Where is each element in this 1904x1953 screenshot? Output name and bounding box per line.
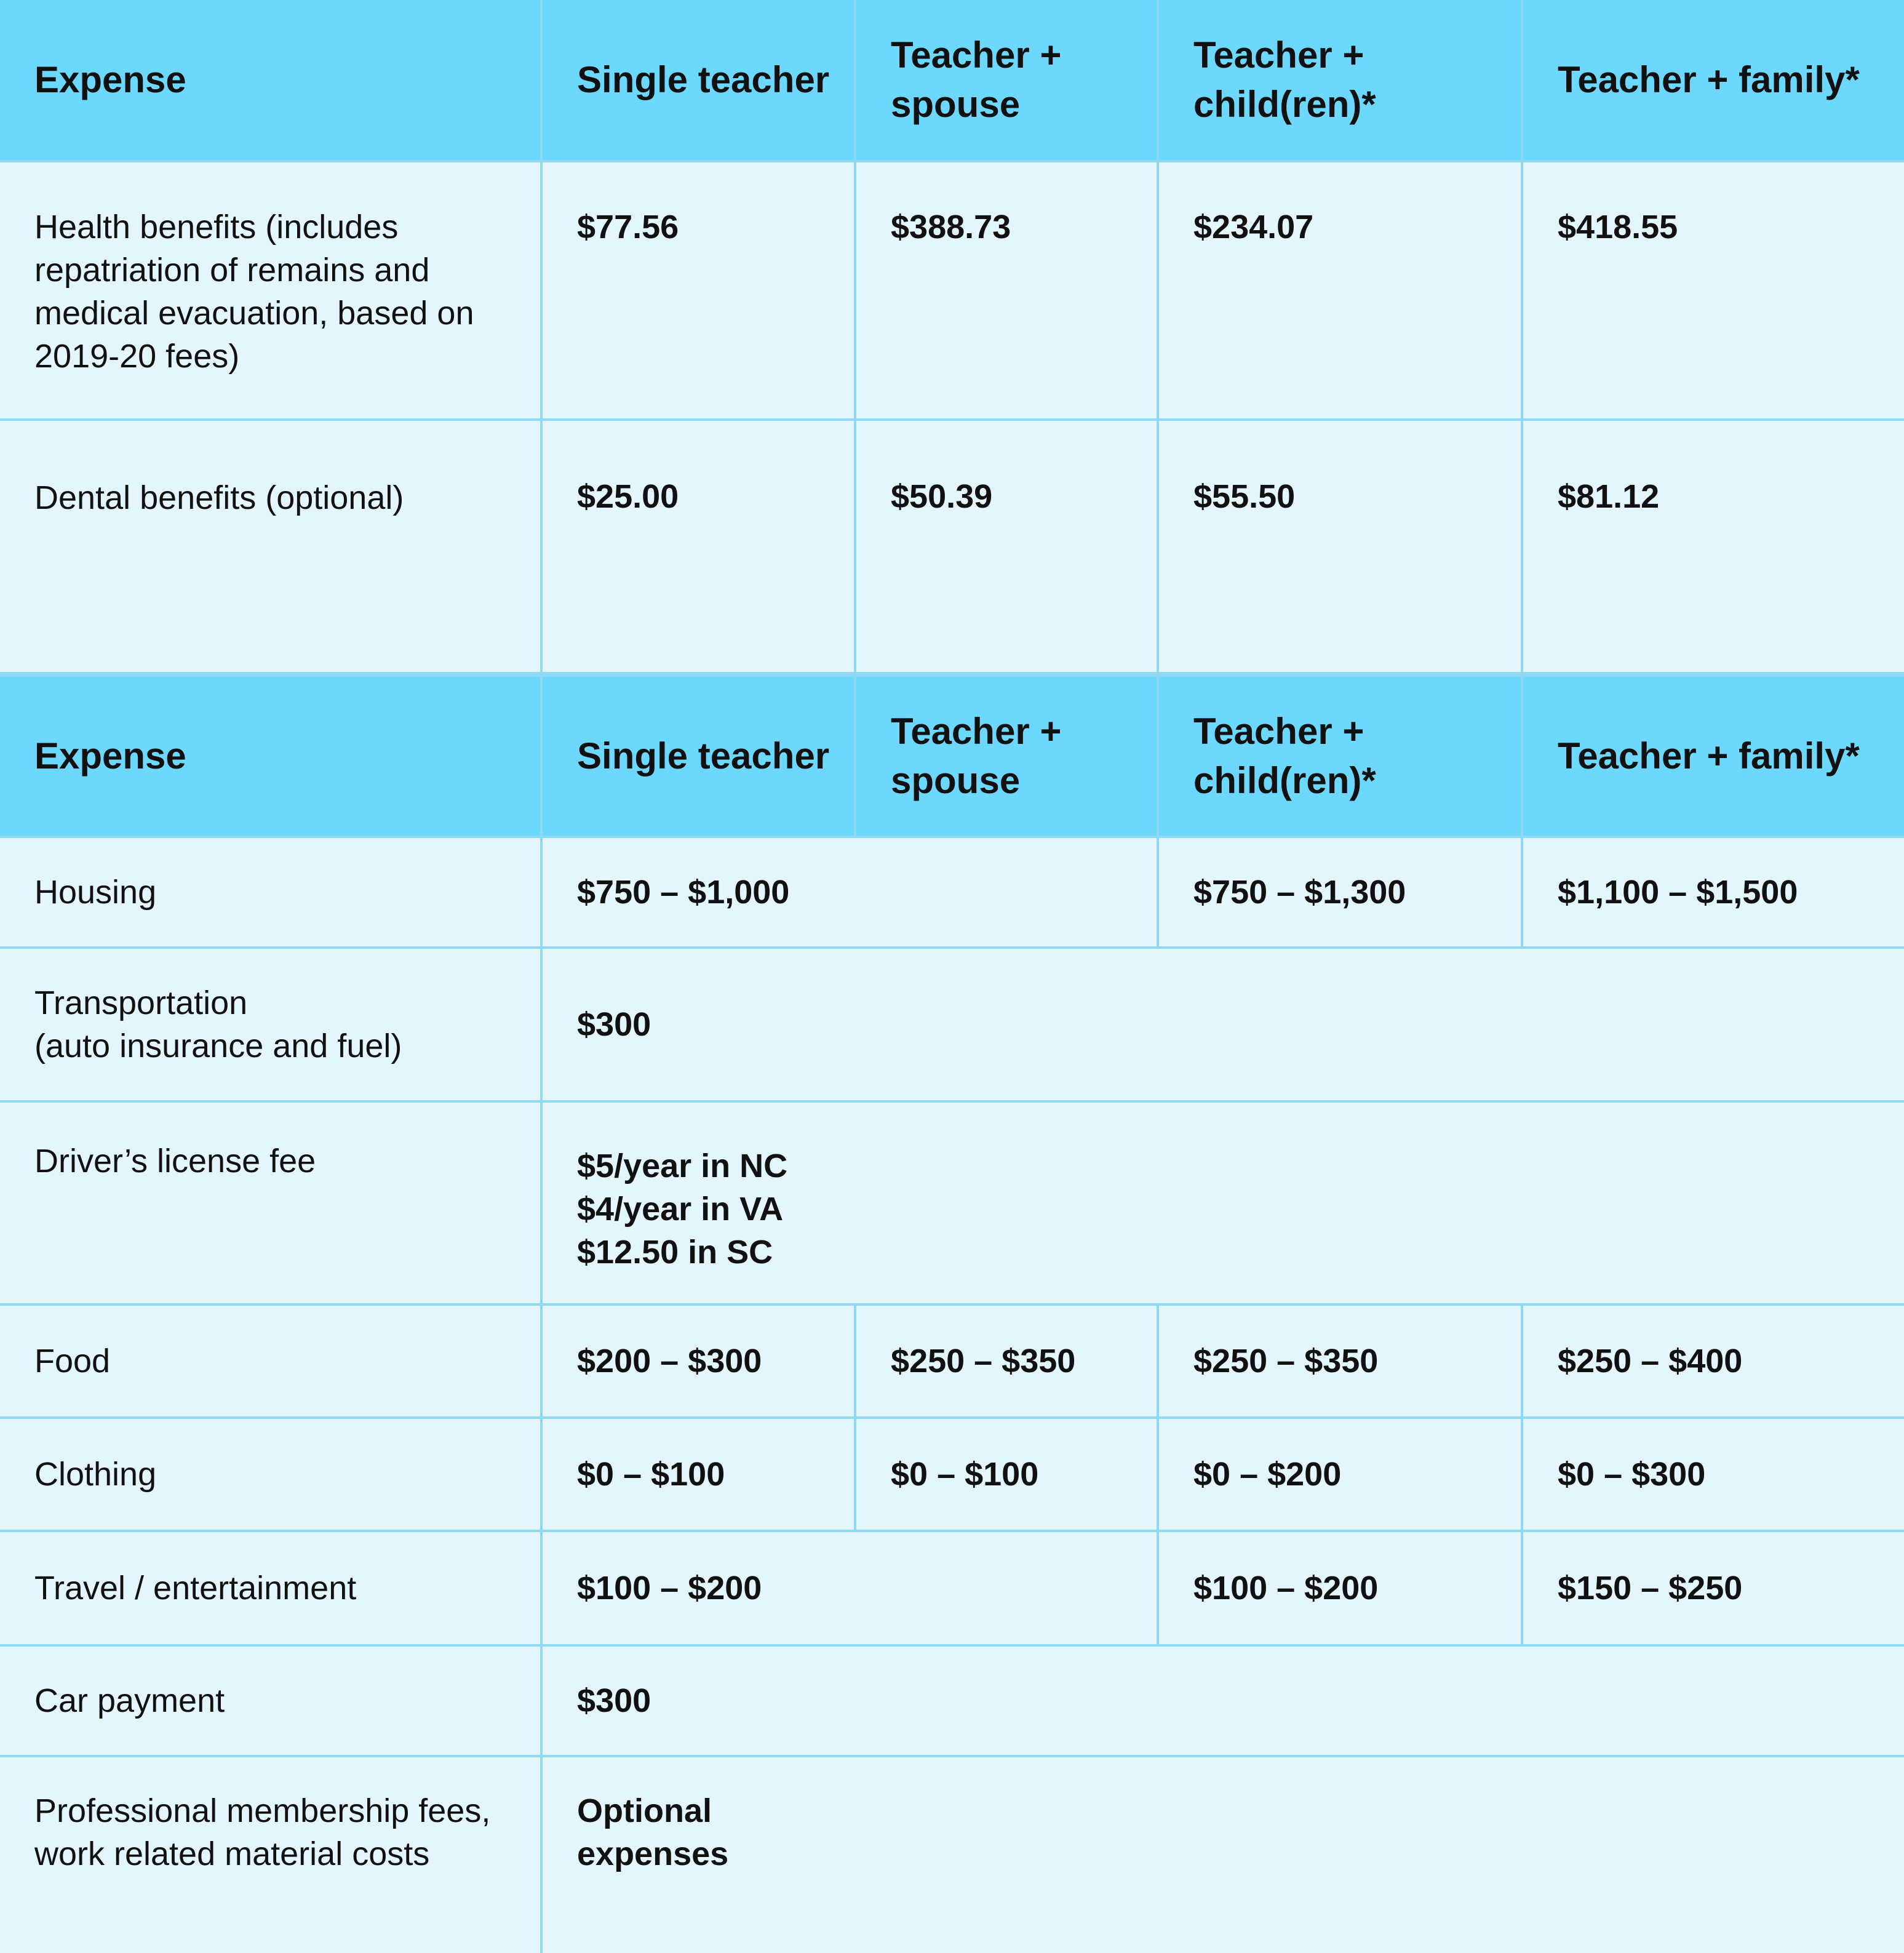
row-label-car-payment: Car payment [0,1645,541,1756]
license-fee-va: $4/year in VA [577,1191,784,1228]
housing-family-value: $1,100 – $1,500 [1522,837,1904,948]
table-row-transportation [0,948,1904,1101]
food-children-value: $250 – $350 [1158,1304,1522,1418]
health-single-value: $77.56 [541,161,855,420]
table-row-clothing [0,1418,1904,1531]
header-single-teacher: Single teacher [541,0,855,161]
health-spouse-value: $388.73 [855,161,1158,420]
row-label-clothing: Clothing [0,1418,541,1531]
professional-fees-value [541,1756,1904,1953]
header-teacher-spouse: Teacher + spouse [855,676,1158,837]
clothing-family-value: $0 – $300 [1522,1418,1904,1531]
travel-family-value: $150 – $250 [1522,1531,1904,1645]
drivers-license-value [541,1101,1904,1304]
transportation-label-line: (auto insurance and fuel) [34,1028,402,1064]
table-row-food [0,1304,1904,1418]
dental-spouse-value: $50.39 [855,420,1158,673]
row-label-drivers-license: Driver’s license fee [0,1101,541,1304]
header-teacher-spouse: Teacher + spouse [855,0,1158,161]
health-family-value: $418.55 [1522,161,1904,420]
food-single-value: $200 – $300 [541,1304,855,1418]
row-label-health-benefits: Health benefits (includes repatriation of remains and medical evacuation, based on 2019-20 fees) [0,161,541,420]
row-label-housing: Housing [0,837,541,948]
header-expense: Expense [0,676,541,837]
clothing-spouse-value: $0 – $100 [855,1418,1158,1531]
header-teacher-family: Teacher + family* [1522,0,1904,161]
header-teacher-children: Teacher + child(ren)* [1158,676,1522,837]
license-fee-sc: $12.50 in SC [577,1234,773,1271]
food-spouse-value: $250 – $350 [855,1304,1158,1418]
row-label-transportation [0,948,541,1101]
benefits-header-row [0,0,1904,161]
clothing-children-value: $0 – $200 [1158,1418,1522,1531]
housing-children-value: $750 – $1,300 [1158,837,1522,948]
benefits-table [0,0,1904,674]
living-expenses-table [0,674,1904,1953]
health-children-value: $234.07 [1158,161,1522,420]
expenses-header-row [0,676,1904,837]
table-row-travel-entertainment [0,1531,1904,1645]
table-row-professional-fees [0,1756,1904,1953]
travel-children-value: $100 – $200 [1158,1531,1522,1645]
dental-single-value: $25.00 [541,420,855,673]
table-row-housing [0,837,1904,948]
row-label-food: Food [0,1304,541,1418]
dental-children-value: $55.50 [1158,420,1522,673]
transportation-value: $300 [541,948,1904,1101]
license-fee-nc: $5/year in NC [577,1148,788,1184]
row-label-travel-entertainment: Travel / entertainment [0,1531,541,1645]
table-row-drivers-license [0,1101,1904,1304]
header-expense: Expense [0,0,541,161]
food-family-value: $250 – $400 [1522,1304,1904,1418]
row-label-dental-benefits: Dental benefits (optional) [0,420,541,673]
table-row-dental-benefits [0,420,1904,673]
table-row-car-payment [0,1645,1904,1756]
row-label-professional-fees: Professional membership fees, work related material costs [0,1756,541,1953]
professional-fees-text: Optional expenses [577,1792,729,1872]
header-teacher-family: Teacher + family* [1522,676,1904,837]
clothing-single-value: $0 – $100 [541,1418,855,1531]
car-payment-value: $300 [541,1645,1904,1756]
table-row-health-benefits [0,161,1904,420]
travel-single-spouse-value: $100 – $200 [541,1531,1158,1645]
transportation-label-line: Transportation [34,984,248,1021]
header-teacher-children: Teacher + child(ren)* [1158,0,1522,161]
dental-family-value: $81.12 [1522,420,1904,673]
housing-single-spouse-value: $750 – $1,000 [541,837,1158,948]
header-single-teacher: Single teacher [541,676,855,837]
